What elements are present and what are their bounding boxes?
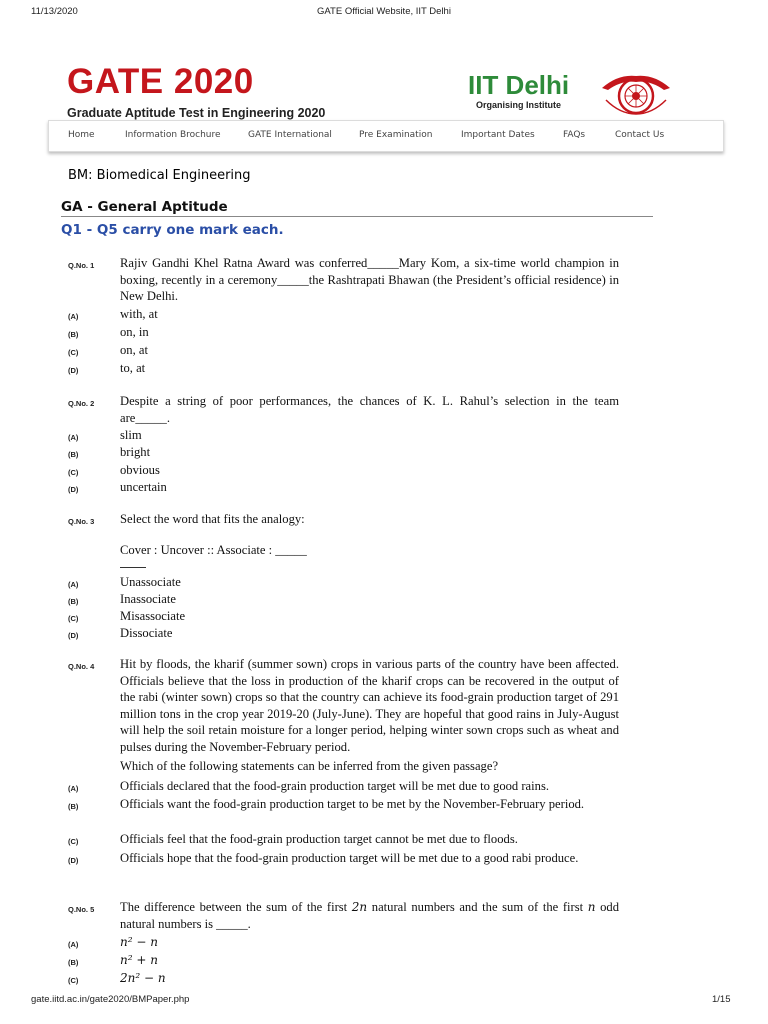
option-label: (A) [68, 433, 79, 442]
option-text: n² − n [120, 935, 158, 949]
print-page-title: GATE Official Website, IIT Delhi [317, 6, 451, 17]
option-text: uncertain [120, 480, 167, 494]
option-label: (C) [68, 348, 79, 357]
nav-faqs[interactable]: FAQs [563, 130, 586, 140]
site-subtitle: Graduate Aptitude Test in Engineering 2020 [67, 106, 326, 120]
option-label: (A) [68, 312, 79, 321]
option-text: Dissociate [120, 626, 173, 640]
math-variable: 2n [351, 900, 368, 914]
nav-contact-us[interactable]: Contact Us [615, 130, 665, 140]
option-text: Misassociate [120, 609, 186, 623]
question-text-part: natural numbers and the sum of the first [367, 900, 588, 914]
option-text: with, at [120, 307, 158, 321]
nav-home[interactable]: Home [68, 130, 95, 140]
question-number: Q.No. 1 [68, 261, 95, 270]
option-label: (C) [68, 614, 79, 623]
question-text: Rajiv Gandhi Khel Ratna Award was conferred_____Mary Kom, a six-time world champion in boxing, recently in a ceremony_____the Rashtrapati Bhawan (the President’s official residence) in New Delhi. [120, 256, 619, 304]
site-title[interactable]: GATE 2020 [67, 62, 254, 101]
institute-name: IIT Delhi [468, 70, 570, 100]
question-prompt: Which of the following statements can be inferred from the given passage? [120, 759, 499, 773]
option-label: (D) [68, 631, 79, 640]
option-text: Unassociate [120, 575, 181, 589]
option-label: (D) [68, 856, 79, 865]
question-number: Q.No. 2 [68, 399, 95, 408]
question-text: Select the word that fits the analogy: [120, 512, 305, 526]
option-label: (A) [68, 580, 79, 589]
option-label: (B) [68, 330, 79, 339]
math-variable: n [587, 900, 596, 914]
marks-note: Q1 - Q5 carry one mark each. [61, 222, 284, 238]
option-text: on, in [120, 325, 149, 339]
option-text: n² + n [120, 953, 158, 967]
option-label: (A) [68, 784, 79, 793]
option-text: Officials want the food-grain production target to be met by the November-February period. [120, 797, 585, 811]
analogy-text: Cover : Uncover :: Associate : _____ [120, 543, 307, 557]
question-text [120, 899, 619, 932]
option-label: (D) [68, 366, 79, 375]
nav-pre-examination[interactable]: Pre Examination [359, 130, 433, 140]
question-number: Q.No. 5 [68, 905, 95, 914]
option-label: (B) [68, 597, 79, 606]
section-title: GA - General Aptitude [61, 199, 228, 215]
print-page-number: 1/15 [712, 994, 731, 1005]
question-text-part: odd natural numbers is _____. [120, 900, 619, 931]
option-label: (D) [68, 485, 79, 494]
option-text: 2n² − n [120, 971, 166, 985]
option-text: Officials feel that the food-grain production target cannot be met due to floods. [120, 832, 518, 846]
nav-gate-international[interactable]: GATE International [248, 130, 332, 140]
question-text: Hit by floods, the kharif (summer sown) crops in various parts of the country have been affected. Officials believe that the loss in production of the kharif crops can be recovered in the output of the rabi (winter sown) crops so that the country can achieve its food-grain production target of 291 million tons in the crop year 2019-20 (July-June). They are hopeful that good rains in July-August will help the soil retain moisture for a longer period, helping winter sown crops such as wheat and pulses during the November-February period. [120, 657, 619, 754]
option-label: (B) [68, 802, 79, 811]
iit-delhi-logo-icon [600, 66, 672, 120]
option-text: Officials declared that the food-grain production target will be met due to good rains. [120, 779, 549, 793]
question-number: Q.No. 3 [68, 517, 95, 526]
nav-important-dates[interactable]: Important Dates [461, 130, 535, 140]
option-label: (C) [68, 837, 79, 846]
option-text: on, at [120, 343, 148, 357]
option-text: to, at [120, 361, 146, 375]
option-text: obvious [120, 463, 160, 477]
answer-blank-line [120, 567, 146, 568]
question-text: Despite a string of poor performances, the chances of K. L. Rahul’s selection in the team are_____. [120, 394, 619, 425]
option-label: (C) [68, 468, 79, 477]
institute-role: Organising Institute [476, 100, 562, 110]
option-label: (C) [68, 976, 79, 985]
print-date: 11/13/2020 [31, 6, 78, 17]
option-label: (B) [68, 958, 79, 967]
option-label: (A) [68, 940, 79, 949]
option-text: bright [120, 445, 151, 459]
question-text-part: The difference between the sum of the first [120, 900, 352, 914]
section-divider [61, 216, 653, 217]
option-text: slim [120, 428, 142, 442]
nav-information-brochure[interactable]: Information Brochure [125, 130, 221, 140]
option-label: (B) [68, 450, 79, 459]
main-nav [48, 120, 724, 152]
option-text: Inassociate [120, 592, 176, 606]
option-text: Officials hope that the food-grain production target will be met due to a good rabi produce. [120, 851, 579, 865]
question-number: Q.No. 4 [68, 662, 95, 671]
print-url: gate.iitd.ac.in/gate2020/BMPaper.php [31, 994, 190, 1005]
paper-title: BM: Biomedical Engineering [68, 168, 251, 183]
